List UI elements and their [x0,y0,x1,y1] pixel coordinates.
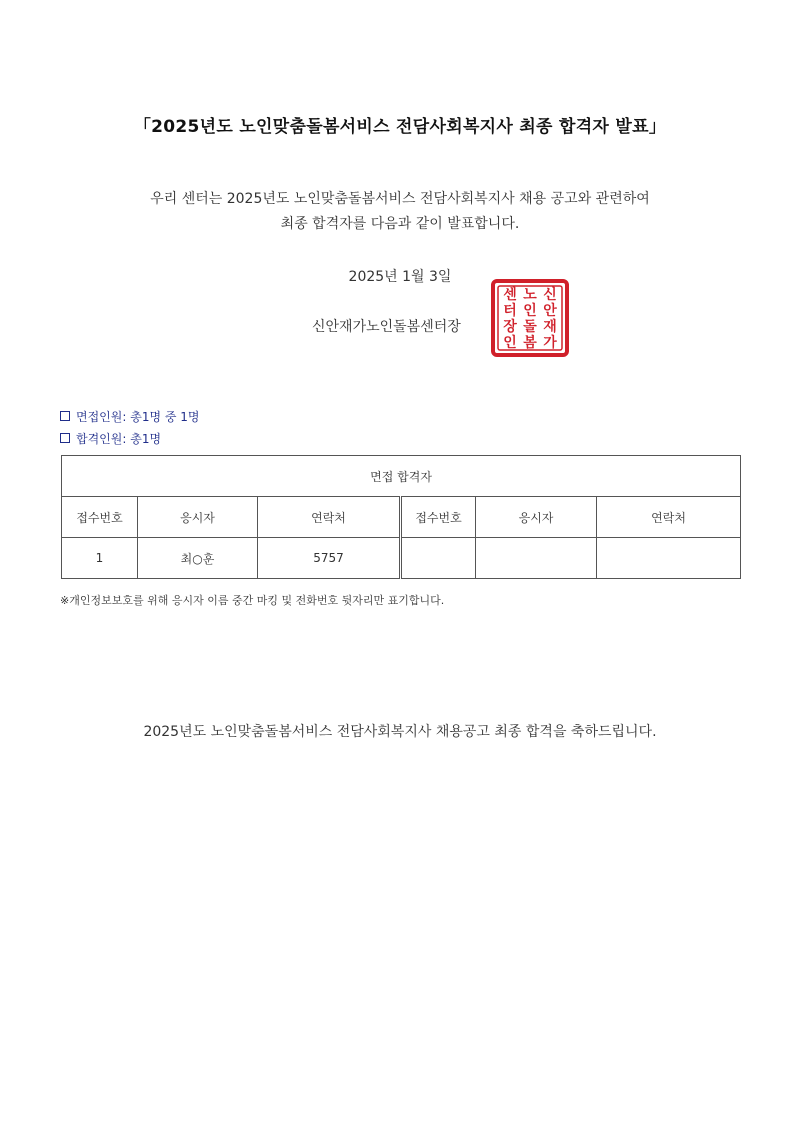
intro-line-2: 최종 합격자를 다음과 같이 발표합니다. [280,216,520,232]
seal-character: 가 [543,335,557,351]
intro-line-1: 우리 센터는 2025년도 노인맞춤돌봄서비스 전담사회복지사 채용 공고와 관련하여 [150,191,650,207]
cell-applicant: 최○훈 [138,538,258,579]
seal-character: 노 [523,287,537,303]
seal-character: 인 [523,303,537,319]
closing-message: 2025년도 노인맞춤돌봄서비스 전담사회복지사 채용공고 최종 합격을 축하드립니다. [143,724,657,740]
intro-paragraph [0,187,800,237]
pass-count: 합격인원: 총1명 [60,430,161,447]
seal-character: 인 [503,335,517,351]
cell-receipt-number: 1 [62,538,138,579]
header-applicant: 응시자 [138,497,258,538]
table-header-row [62,497,741,538]
table-caption: 면접 합격자 [62,456,741,497]
page-title: 「2025년도 노인맞춤돌봄서비스 전담사회복지사 최종 합격자 발표」 [133,117,667,137]
announcement-date: 2025년 1월 3일 [348,269,452,285]
cell-receipt-number-2 [401,538,476,579]
seal-character: 봄 [523,335,537,351]
header-contact: 연락처 [258,497,401,538]
privacy-note: ※개인정보보호를 위해 응시자 이름 중간 마킹 및 전화번호 뒷자리만 표기합니다. [60,594,445,607]
checkbox-square-icon [60,411,70,421]
interview-count: 면접인원: 총1명 중 1명 [60,408,200,425]
header-receipt-number-2: 접수번호 [401,497,476,538]
table-row [62,538,741,579]
cell-contact-2 [597,538,741,579]
cell-applicant-2 [476,538,597,579]
header-receipt-number: 접수번호 [62,497,138,538]
seal-character: 돌 [523,319,537,335]
seal-character: 터 [503,303,517,319]
seal-character: 신 [543,287,557,303]
seal-character: 센 [503,287,517,303]
seal-character: 안 [543,303,557,319]
official-seal-icon [490,278,570,358]
seal-character: 장 [503,319,517,335]
organization-signature: 신안재가노인돌봄센터장 [312,319,461,335]
header-contact-2: 연락처 [597,497,741,538]
cell-contact: 5757 [258,538,401,579]
result-table [61,455,741,579]
seal-character: 재 [543,319,557,335]
checkbox-square-icon [60,433,70,443]
header-applicant-2: 응시자 [476,497,597,538]
